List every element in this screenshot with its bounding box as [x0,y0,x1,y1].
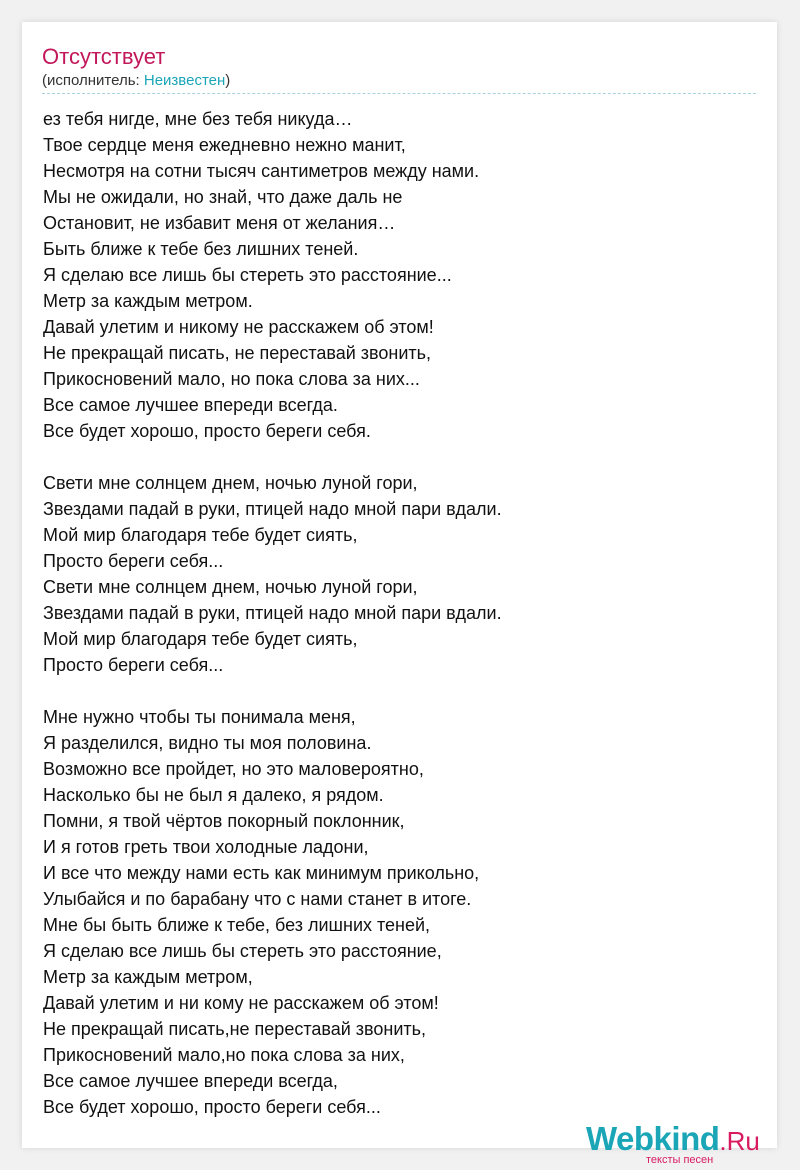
lyric-line: Мой мир благодаря тебе будет сиять, [43,525,358,545]
lyric-line: Не прекращай писать, не переставай звонить, [43,343,432,363]
lyric-line: Все самое лучшее впереди всегда, [43,1071,338,1091]
lyric-line: Метр за каждым метром, [43,967,253,987]
artist-line [42,72,230,90]
lyric-line: Улыбайся и по барабану что с нами станет в итоге. [43,889,472,909]
logo-main-text: Webkind [586,1120,720,1157]
lyric-line: Мой мир благодаря тебе будет сиять, [43,629,358,649]
artist-prefix: (исполнитель: [42,72,144,89]
lyric-line: Свети мне солнцем днем, ночью луной гори, [43,473,418,493]
lyric-line: Метр за каждым метром. [43,291,253,311]
artist-link[interactable]: Неизвестен [143,72,226,89]
lyric-line: И я готов греть твои холодные ладони, [43,837,369,857]
lyric-line: Несмотря на сотни тысяч сантиметров между нами. [43,161,480,181]
lyrics-stanza [43,704,502,1120]
lyric-line: Я сделаю все лишь бы стереть это расстояние... [43,265,452,285]
lyric-line: Прикосновений мало, но пока слова за них... [43,369,420,389]
song-title: Отсутствует [42,44,166,69]
lyric-line: Все будет хорошо, просто береги себя... [43,1097,381,1117]
lyric-line: Я сделаю все лишь бы стереть это расстояние, [43,941,442,961]
lyric-line: Твое сердце меня ежедневно нежно манит, [43,135,406,155]
lyric-line: Просто береги себя... [43,655,224,675]
artist-suffix: ) [225,72,231,89]
logo-wordmark [586,1122,760,1158]
lyric-line: Давай улетим и никому не расскажем об этом! [43,317,434,337]
lyrics-stanza [43,106,502,444]
lyric-line: Насколько бы не был я далеко, я рядом. [43,785,384,805]
lyric-line: Звездами падай в руки, птицей надо мной пари вдали. [43,603,502,623]
lyric-line: Звездами падай в руки, птицей надо мной пари вдали. [43,499,502,519]
lyric-line: И все что между нами есть как минимум прикольно, [43,863,480,883]
lyrics-text [43,106,502,1120]
lyric-line: Не прекращай писать,не переставай звонить, [43,1019,427,1039]
lyric-line: Мне нужно чтобы ты понимала меня, [43,707,356,727]
lyric-line: Я разделился, видно ты моя половина. [43,733,372,753]
lyric-line: Просто береги себя... [43,551,224,571]
lyric-line: Быть ближе к тебе без лишних теней. [43,239,359,259]
lyric-line: Остановит, не избавит меня от желания… [43,213,396,233]
lyric-line: Мне бы быть ближе к тебе, без лишних теней, [43,915,431,935]
lyric-line: Прикосновений мало,но пока слова за них, [43,1045,405,1065]
webkind-logo[interactable] [586,1120,776,1166]
lyric-line: Помни, я твой чёртов покорный поклонник, [43,811,405,831]
lyric-line: Давай улетим и ни кому не расскажем об этом! [43,993,439,1013]
lyric-line: Все самое лучшее впереди всегда. [43,395,338,415]
lyric-line: Мы не ожидали, но знай, что даже даль не [43,187,403,207]
logo-tld: .Ru [719,1126,760,1156]
lyric-line: Свети мне солнцем днем, ночью луной гори, [43,577,418,597]
lyric-line: Все будет хорошо, просто береги себя. [43,421,371,441]
lyrics-stanza [43,470,502,678]
lyric-line: Возможно все пройдет, но это маловероятно, [43,759,424,779]
header-divider [42,93,756,94]
logo-tagline: тексты песен [646,1154,714,1166]
lyric-line: ез тебя нигде, мне без тебя никуда… [43,109,353,129]
